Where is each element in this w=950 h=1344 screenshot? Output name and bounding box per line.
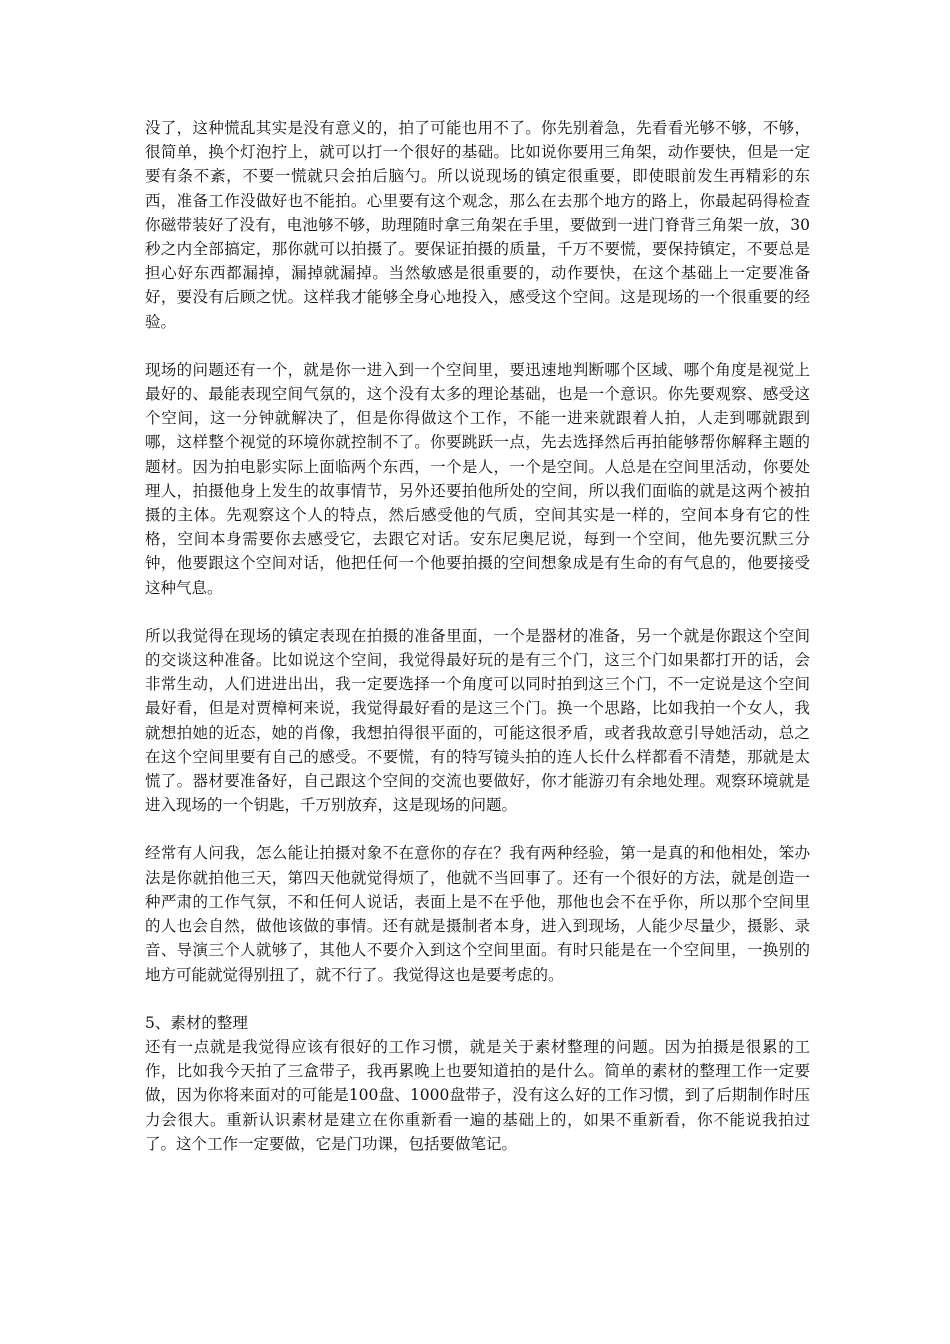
section-heading: 5、素材的整理 — [145, 1013, 248, 1032]
body-paragraph-3: 所以我觉得在现场的镇定表现在拍摄的准备里面，一个是器材的准备，另一个就是你跟这个空间的交谈这种准备。比如说这个空间，我觉得最好玩的是有三个门，这三个门如果都打开的话，会非常生动，人们进进出出，我一定要选择一个角度可以同时拍到这三个门，不一定说是这个空间最好看，但是对贾樟柯来说，我觉得最好看的是这三个门。换一个思路，比如我拍一个女人，我就想拍她的近态，她的肖像，我想拍得很平面的，可能这很矛盾，或者我故意引导她活动，总之在这个空间里要有自己的感受。不要慌，有的特写镜头拍的连人长什么样都看不清楚，那就是太慌了。器材要准备好，自己跟这个空间的交流也要做好，你才能游刃有余地处理。观察环境就是进入现场的一个钥匙，千万别放弃，这是现场的问题。 — [145, 626, 810, 815]
body-paragraph-2: 现场的问题还有一个，就是你一进入到一个空间里，要迅速地判断哪个区域、哪个角度是视觉上最好的、最能表现空间气氛的，这个没有太多的理论基础，也是一个意识。你先要观察、感受这个空间，这一分钟就解决了，但是你得做这个工作，不能一进来就跟着人拍，人走到哪就跟到哪，这样整个视觉的环境你就控制不了。你要跳跃一点，先去选择然后再拍能够帮你解释主题的题材。因为拍电影实际上面临两个东西，一个是人，一个是空间。人总是在空间里活动，你要处理人，拍摄他身上发生的故事情节，另外还要拍他所处的空间，所以我们面临的就是这两个被拍摄的主体。先观察这个人的特点，然后感受他的气质，空间其实是一样的，空间本身有它的性格，空间本身需要你去感受它，去跟它对话。安东尼奥尼说，每到一个空间，他先要沉默三分钟，他要跟这个空间对话，他把任何一个他要拍摄的空间想象成是有生命的有气息的，他要接受这种气息。 — [145, 360, 810, 597]
section-paragraph: 还有一点就是我觉得应该有很好的工作习惯，就是关于素材整理的问题。因为拍摄是很累的工作，比如我今天拍了三盒带子，我再累晚上也要知道拍的是什么。简单的素材的整理工作一定要做，因为你将来面对的可能是100盘、1000盘带子，没有这么好的工作习惯，到了后期制作时压力会很大。重新认识素材是建立在你重新看一遍的基础上的，如果不重新看，你不能说我拍过了。这个工作一定要做，它是门功课，包括要做笔记。 — [145, 1037, 810, 1153]
body-paragraph-1: 没了，这种慌乱其实是没有意义的，拍了可能也用不了。你先别着急，先看看光够不够，不够，很简单，换个灯泡拧上，就可以打一个很好的基础。比如说你要用三角架，动作要快，但是一定要有条不紊，不要一慌就只会拍后脑勺。所以说现场的镇定很重要，即使眼前发生再精彩的东西，准备工作没做好也不能拍。心里要有这个观念，那么在去那个地方的路上，你最起码得检查你磁带装好了没有，电池够不够，助理随时拿三角架在手里，要做到一进门脊背三角架一放，30秒之内全部搞定，那你就可以拍摄了。要保证拍摄的质量，千万不要慌，要保持镇定，不要总是担心好东西都漏掉，漏掉就漏掉。当然敏感是很重要的，动作要快，在这个基础上一定要准备好，要没有后顾之忧。这样我才能够全身心地投入，感受这个空间。这是现场的一个很重要的经验。 — [145, 119, 810, 331]
document-body — [145, 116, 810, 1156]
body-paragraph-4: 经常有人问我，怎么能让拍摄对象不在意你的存在？我有两种经验，第一是真的和他相处，笨办法是你就拍他三天，第四天他就觉得烦了，他就不当回事了。还有一个很好的方法，就是创造一种严肃的工作气氛，不和任何人说话，表面上是不在乎他，那他也会不在乎你，所以那个空间里的人也会自然，做他该做的事情。还有就是摄制者本身，进入到现场，人能少尽量少，摄影、录音、导演三个人就够了，其他人不要介入到这个空间里面。有时只能是在一个空间里，一换别的地方可能就觉得别扭了，就不行了。我觉得这也是要考虑的。 — [145, 844, 810, 984]
